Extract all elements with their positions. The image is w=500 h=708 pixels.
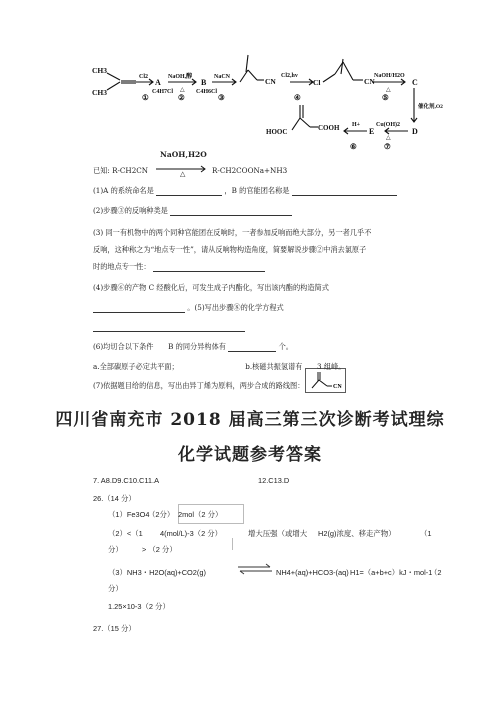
ans-q26-1b: （2分） [148,510,175,519]
q3-text: 时的地点专一性： [93,262,151,271]
q3-line-1: (3) 同一有机物中的两个同种官能团在反响时，一者参加反响而绝大部分，另一者几乎不 [93,228,372,237]
q2-blank[interactable] [170,207,292,216]
r2-reagent: NaOH,醇 [168,74,193,80]
q1-blank-a[interactable] [156,187,222,196]
r5-cond: △ [386,87,391,93]
r8-reagent: H+ [352,122,361,128]
label-d: D [412,127,418,136]
ans-q26-3e: 分） [108,584,123,593]
q5-blank[interactable] [93,323,245,332]
ans-q26-3b: NH4+(aq)+HCO3-(aq) [276,568,349,577]
q1 [93,186,397,196]
hooc-group: HOOC [266,128,288,136]
q7-text: (7)依据题目给的信息，写出由异丁烯为原料，两步合成的路线图： [93,381,305,390]
ans-q26-3a: （3）NH3・H2O(aq)+CO2(g) [108,568,206,577]
r4-reagent: Cl2,hv [281,73,298,79]
ans-q26: 26.（14 分） [93,494,136,503]
q3-blank[interactable] [153,263,265,272]
q6-text-a: (6)均切合以下条件 [93,342,154,351]
q6-cond-a: a.全部碳原子必定共平面； [93,362,179,371]
label-c: C [412,78,418,87]
cooh-group: COOH [318,124,340,132]
q1-blank-b[interactable] [292,187,397,196]
answer-title-1: 四川省南充市 2018 届高三第三次诊断考试理综 [55,410,445,430]
ans-divider [232,538,237,550]
q7-structure [305,368,347,394]
q2-text: (2)步骤③的反响种类是 [93,206,168,215]
r1-num: ① [142,93,149,102]
ans-q26-2a: （2）<（1 [108,529,143,538]
q3-line-2: 反响，这种称之为“地点专一性”，请从反响物构造角度，简要解说步骤②中消去氯原子 [93,245,367,254]
ans-q26-2f: 分） [108,545,123,554]
known-reagent: NaOH,H2O [160,150,207,159]
ans-q26-2c: 增大压强（或增大 [248,529,308,538]
r4-num: ④ [294,93,301,102]
cl-atom: Cl [313,78,321,87]
q6-cond-b2: 3 组峰。 [317,362,346,371]
r5-num: ⑤ [382,93,389,102]
q6-text-c: 个。 [278,342,293,351]
q7-cn: CN [333,384,342,390]
r6v-reagent: 催化剂,O2 [418,104,443,110]
ans-choice-2: 12.C13.D [258,476,290,485]
q3-line-3 [93,262,265,272]
reaction-scheme [0,0,500,160]
r8-num: ⑥ [350,142,357,151]
ans-q26-3f: 1.25×10-3（2 分） [108,602,170,611]
ans-q26-1c: 2mol（2 分） [178,510,223,519]
b-formula: C4H6Cl [196,89,217,95]
r2-cond: △ [180,87,185,93]
label-a: A [155,78,161,87]
equilibrium-arrow [236,562,274,576]
q6-text-b: B 的同分异构体有 [168,342,226,351]
r7-reagent: Cu(OH)2 [376,122,400,128]
a-formula: C4H7Cl [152,89,173,95]
answer-title-2: 化学试题参考答案 [178,445,322,465]
known-product: R-CH2COONa+NH3 [212,166,288,175]
r2-num: ② [178,93,185,102]
ans-choice: 7. A8.D9.C10.C11.A [93,476,160,485]
r7-num: ⑦ [384,142,391,151]
r3-reagent: NaCN [214,74,230,80]
ch3-bottom: CH3 [92,88,107,97]
ans-q26-2g: > （2 分） [142,545,177,554]
q5-text: 。(5)写出步骤⑧的化学方程式 [187,303,284,312]
ans-q26-1a: （1）Fe3O4 [108,510,150,519]
ans-q26-2b: 4(mol/L)-3（2 分） [160,529,223,538]
ch3-top: CH3 [92,66,107,75]
r3-num: ③ [218,93,225,102]
q6-blank[interactable] [228,343,276,352]
q5 [93,303,284,313]
q2 [93,206,292,216]
q1-text-b: ，B 的官能团名称是 [224,186,290,195]
ans-q27: 27.（15 分） [93,624,136,633]
ans-q26-3c: H1=（a+b+c）kJ・mol-1 [350,568,433,577]
ans-q26-2e: （1 [420,529,432,538]
q4-blank[interactable] [93,304,185,313]
q5-answer-line [93,322,245,332]
r7-cond: △ [386,135,391,141]
q4: (4)步骤⑥的产物 C 经酸化后，可发生成子内酯化，写出该内酯的构造简式 [93,283,329,292]
cn-1: CN [265,77,276,86]
q7 [93,381,304,391]
ans-q26-3d: （2 [430,568,442,577]
label-b: B [201,78,207,87]
q1-text-a: (1)A 的系统命名是 [93,186,154,195]
ans-q26-2d: H2(g)浓度、移走产物） [318,529,396,538]
label-e: E [369,127,375,136]
known-label: 已知: R-CH2CN [93,166,149,175]
known-cond: △ [180,170,186,178]
q6 [93,342,293,352]
r1-reagent: Cl2 [139,74,148,80]
cn-2: CN [364,77,375,86]
q6-cond-b: b.核磁共振氢谱有 [245,362,303,371]
r5-reagent: NaOH/H2O [374,73,405,79]
